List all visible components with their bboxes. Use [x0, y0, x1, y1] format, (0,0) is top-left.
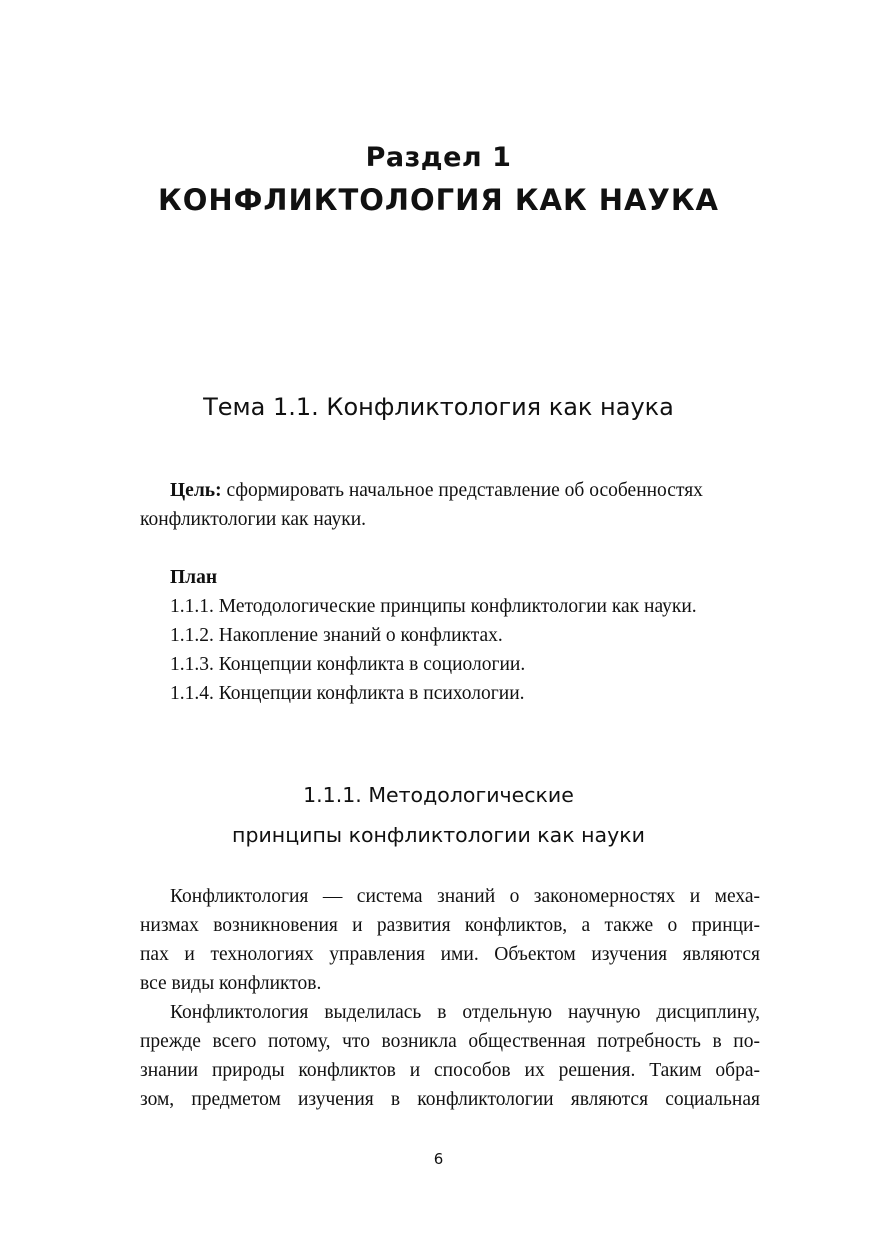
goal-label: Цель: [170, 480, 222, 501]
body-line: зом, предметом изучения в конфликтологии являются социальная [140, 1089, 760, 1110]
subsection-title-line-2: принципы конфликтологии как науки [232, 823, 645, 847]
section-title: КОНФЛИКТОЛОГИЯ КАК НАУКА [158, 183, 719, 217]
plan-block [170, 563, 770, 708]
goal-paragraph [140, 476, 760, 534]
body-line: Конфликтология выделилась в отдельную научную дисциплину, [170, 1002, 760, 1023]
goal-text-1: сформировать начальное представление об особенностях [221, 480, 703, 501]
plan-item: 1.1.4. Концепции конфликта в психологии. [170, 683, 525, 704]
subsection-title [0, 775, 877, 855]
plan-heading: План [170, 567, 218, 588]
body-line: все виды конфликтов. [140, 973, 322, 994]
body-text [140, 882, 760, 1114]
topic-title: Тема 1.1. Конфликтология как наука [203, 393, 674, 421]
goal-line-1 [140, 476, 760, 505]
body-line: прежде всего потому, что возникла общественная потребность в по- [140, 1031, 760, 1052]
body-line: Конфликтология — система знаний о закономерностях и меха- [170, 886, 760, 907]
goal-line-2: конфликтологии как науки. [140, 509, 367, 530]
body-line: низмах возникновения и развития конфликтов, а также о принци- [140, 915, 760, 936]
section-label: Раздел 1 [365, 142, 512, 173]
body-line: пах и технологиях управления ими. Объектом изучения являются [140, 944, 760, 965]
plan-item: 1.1.2. Накопление знаний о конфликтах. [170, 625, 503, 646]
plan-item: 1.1.3. Концепции конфликта в социологии. [170, 654, 526, 675]
subsection-title-line-1: 1.1.1. Методологические [303, 783, 574, 807]
body-line: знании природы конфликтов и способов их решения. Таким обра- [140, 1060, 760, 1081]
page-number: 6 [433, 1150, 444, 1168]
plan-item: 1.1.1. Методологические принципы конфликтологии как науки. [170, 596, 697, 617]
